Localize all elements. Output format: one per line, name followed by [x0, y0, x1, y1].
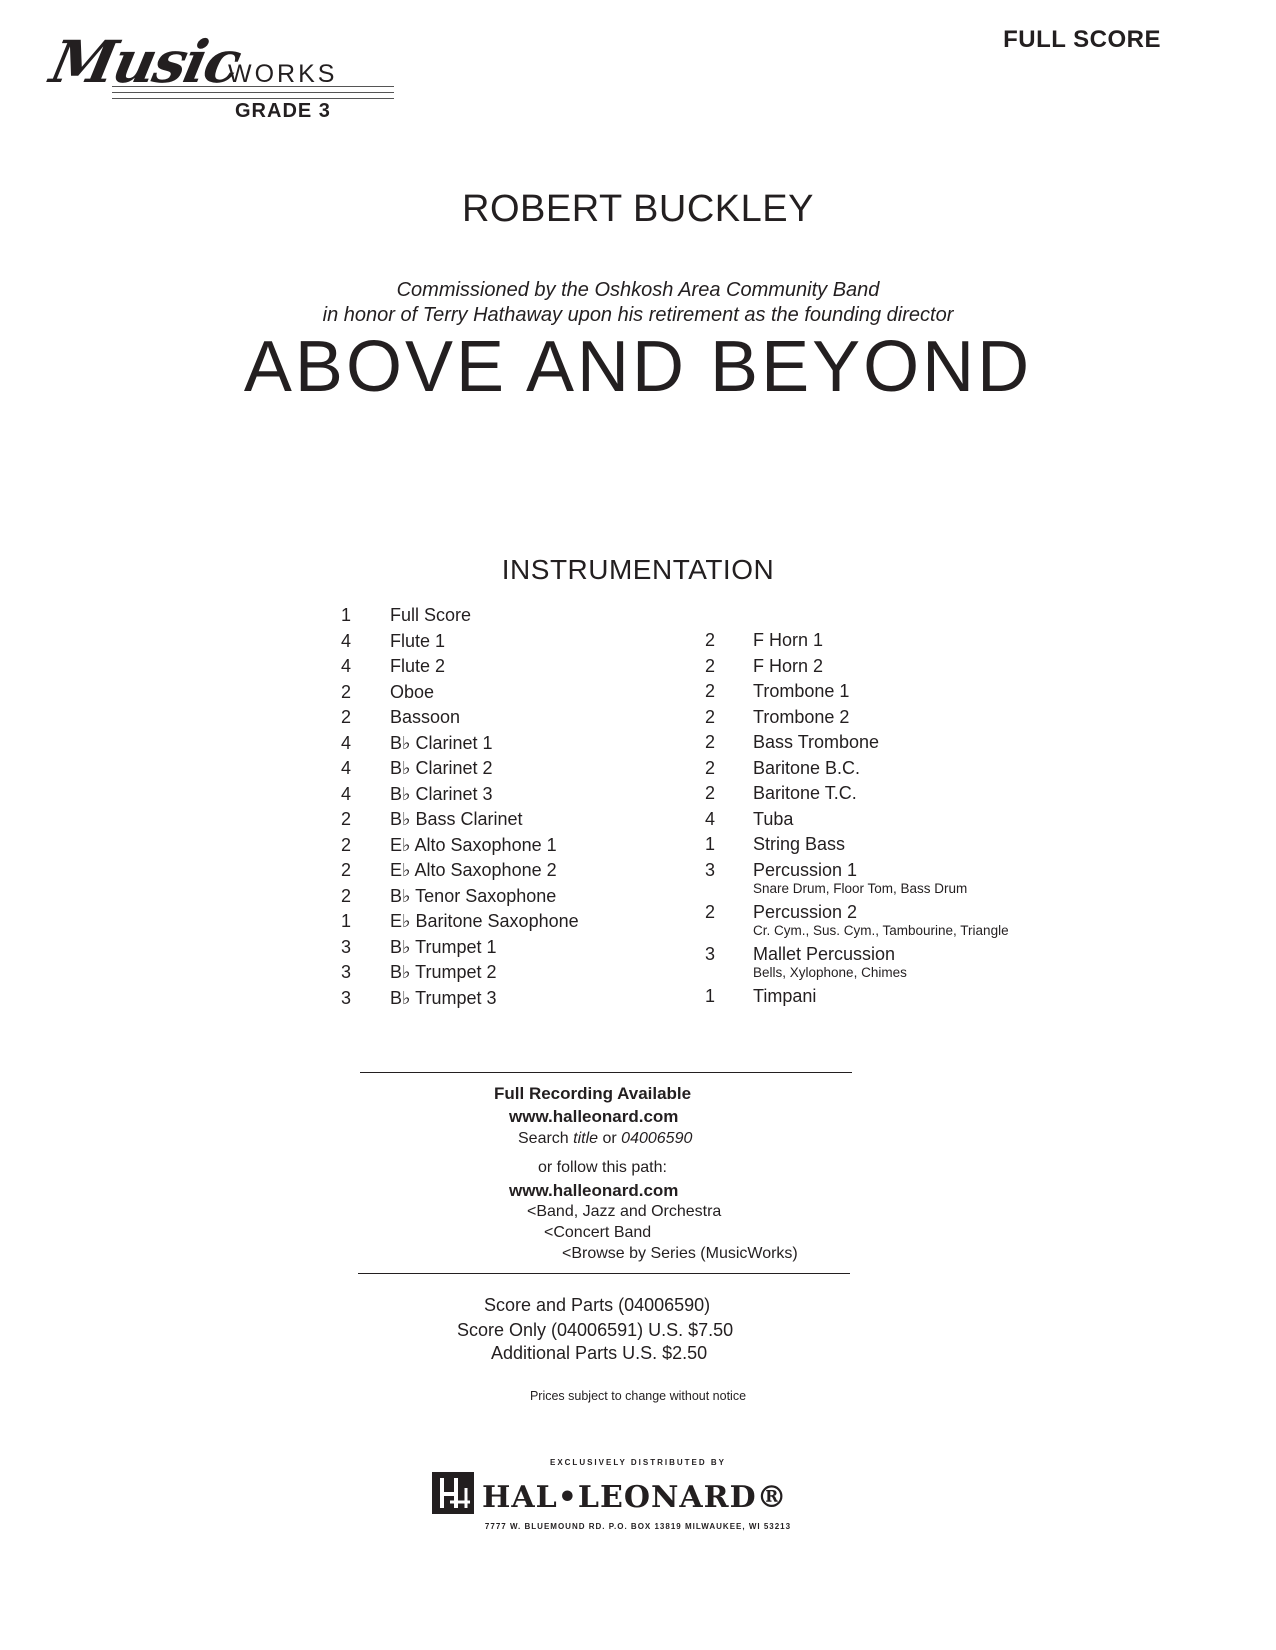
search-mid: or — [598, 1130, 622, 1147]
logo-works-text: WORKS — [228, 60, 338, 88]
instrument-qty: 4 — [340, 783, 351, 804]
instrument-name: E♭ Baritone Saxophone — [390, 911, 579, 931]
instrument-name: B♭ Trumpet 3 — [390, 987, 497, 1008]
instrument-name: E♭ Alto Saxophone 1 — [390, 834, 557, 855]
instrument-name: Bass Trombone — [753, 732, 880, 752]
instrument-name: Full Score — [390, 605, 472, 625]
instrument-name: B♭ Clarinet 3 — [390, 783, 493, 804]
instrument-name: Tuba — [753, 808, 794, 829]
instrument-name: Trombone 2 — [753, 706, 850, 727]
logo-staff-line — [112, 98, 394, 99]
search-title: title — [573, 1130, 599, 1147]
instrument-detail: Snare Drum, Floor Tom, Bass Drum — [753, 880, 968, 896]
path-step-1: <Band, Jazz and Orchestra — [527, 1203, 722, 1220]
instrument-detail: Cr. Cym., Sus. Cym., Tambourine, Triangle — [753, 922, 1009, 938]
divider-rule — [360, 1072, 852, 1073]
instrument-name: B♭ Trumpet 1 — [390, 936, 497, 957]
instrument-qty: 3 — [704, 859, 715, 880]
hal-leonard-emblem-icon — [432, 1472, 474, 1514]
instrument-name: F Horn 1 — [753, 630, 824, 650]
instrument-qty: 2 — [704, 681, 715, 701]
instrument-qty: 2 — [704, 655, 715, 676]
instrument-qty: 3 — [340, 987, 351, 1008]
hal-leonard-logo — [432, 1472, 788, 1515]
recording-url-link[interactable]: www.halleonard.com — [509, 1107, 679, 1126]
instrument-qty: 2 — [704, 783, 715, 803]
instrument-qty: 4 — [704, 808, 715, 829]
instrument-name: Baritone B.C. — [753, 757, 861, 778]
musicworks-logo — [44, 28, 352, 128]
instrument-name: F Horn 2 — [753, 655, 824, 676]
instrument-name: E♭ Alto Saxophone 2 — [390, 860, 557, 880]
instrument-qty: 2 — [340, 860, 351, 880]
instrument-name: B♭ Bass Clarinet — [390, 809, 523, 829]
instrument-qty: 2 — [704, 630, 715, 650]
instrument-qty: 2 — [704, 732, 715, 752]
commission-line-2: in honor of Terry Hathaway upon his retirement as the founding director — [322, 304, 954, 326]
commission-line-1: Commissioned by the Oshkosh Area Community Band — [396, 279, 880, 301]
instrument-qty: 2 — [340, 885, 351, 906]
instrument-name: B♭ Clarinet 1 — [390, 732, 493, 753]
instrument-qty: 4 — [340, 732, 351, 753]
instrument-name: Percussion 2 — [753, 901, 858, 922]
composer-name: ROBERT BUCKLEY — [462, 188, 814, 230]
instrument-name: Bassoon — [390, 707, 461, 727]
price-note: Prices subject to change without notice — [529, 1389, 747, 1403]
search-number: 04006590 — [621, 1130, 693, 1147]
instrument-qty: 2 — [340, 834, 351, 855]
score-and-parts-price: Score and Parts (04006590) — [484, 1295, 711, 1315]
instrument-name: Trombone 1 — [753, 681, 850, 701]
path-url-link[interactable]: www.halleonard.com — [509, 1181, 679, 1200]
instrument-name: B♭ Trumpet 2 — [390, 962, 497, 982]
recording-search-text — [518, 1130, 692, 1148]
publisher-name: HAL•LEONARD® — [482, 1480, 788, 1515]
instrument-qty: 3 — [340, 962, 351, 982]
instrument-qty: 2 — [704, 757, 715, 778]
instrument-name: Flute 1 — [390, 630, 446, 651]
piece-title: ABOVE AND BEYOND — [243, 327, 1033, 407]
instrument-name: Timpani — [753, 985, 817, 1006]
instrument-qty: 3 — [704, 943, 715, 964]
logo-script-text: Music — [44, 28, 246, 96]
additional-parts-price: Additional Parts U.S. $2.50 — [491, 1343, 708, 1363]
instrument-qty: 1 — [340, 911, 351, 931]
instrument-name: Flute 2 — [390, 656, 446, 676]
instrument-qty: 2 — [340, 707, 351, 727]
instrument-name: Oboe — [390, 681, 435, 702]
instrument-qty: 2 — [340, 681, 351, 702]
path-step-2: <Concert Band — [544, 1224, 652, 1241]
instrument-qty: 4 — [340, 630, 351, 651]
instrument-qty: 2 — [704, 901, 715, 922]
instrumentation-heading: INSTRUMENTATION — [501, 554, 775, 585]
instrument-detail: Bells, Xylophone, Chimes — [753, 964, 907, 980]
instrument-qty: 1 — [704, 834, 715, 854]
instrument-qty: 1 — [704, 985, 715, 1006]
path-step-3: <Browse by Series (MusicWorks) — [562, 1245, 798, 1262]
instrument-qty: 1 — [340, 605, 351, 625]
grade-label: GRADE 3 — [235, 100, 331, 122]
instrument-qty: 4 — [340, 656, 351, 676]
instrument-qty: 2 — [704, 706, 715, 727]
full-score-label: FULL SCORE — [1003, 26, 1161, 53]
instrument-name: B♭ Clarinet 2 — [390, 758, 493, 778]
divider-rule — [358, 1273, 850, 1274]
instrument-name: Baritone T.C. — [753, 783, 857, 803]
commission-text — [0, 278, 1276, 328]
instrument-name: Mallet Percussion — [753, 943, 896, 964]
score-only-price: Score Only (04006591) U.S. $7.50 — [457, 1320, 734, 1340]
distributed-by-label: EXCLUSIVELY DISTRIBUTED BY — [549, 1458, 727, 1467]
instrument-name: B♭ Tenor Saxophone — [390, 885, 557, 906]
search-prefix: Search — [518, 1130, 574, 1147]
recording-heading: Full Recording Available — [494, 1084, 692, 1103]
follow-path-text: or follow this path: — [538, 1159, 667, 1176]
instrument-name: Percussion 1 — [753, 859, 858, 880]
instrument-qty: 4 — [340, 758, 351, 778]
instrument-name: String Bass — [753, 834, 846, 854]
instrument-qty: 3 — [340, 936, 351, 957]
publisher-address: 7777 W. BLUEMOUND RD. P.O. BOX 13819 MILWAUKEE, WI 53213 — [484, 1522, 792, 1531]
instrument-qty: 2 — [340, 809, 351, 829]
